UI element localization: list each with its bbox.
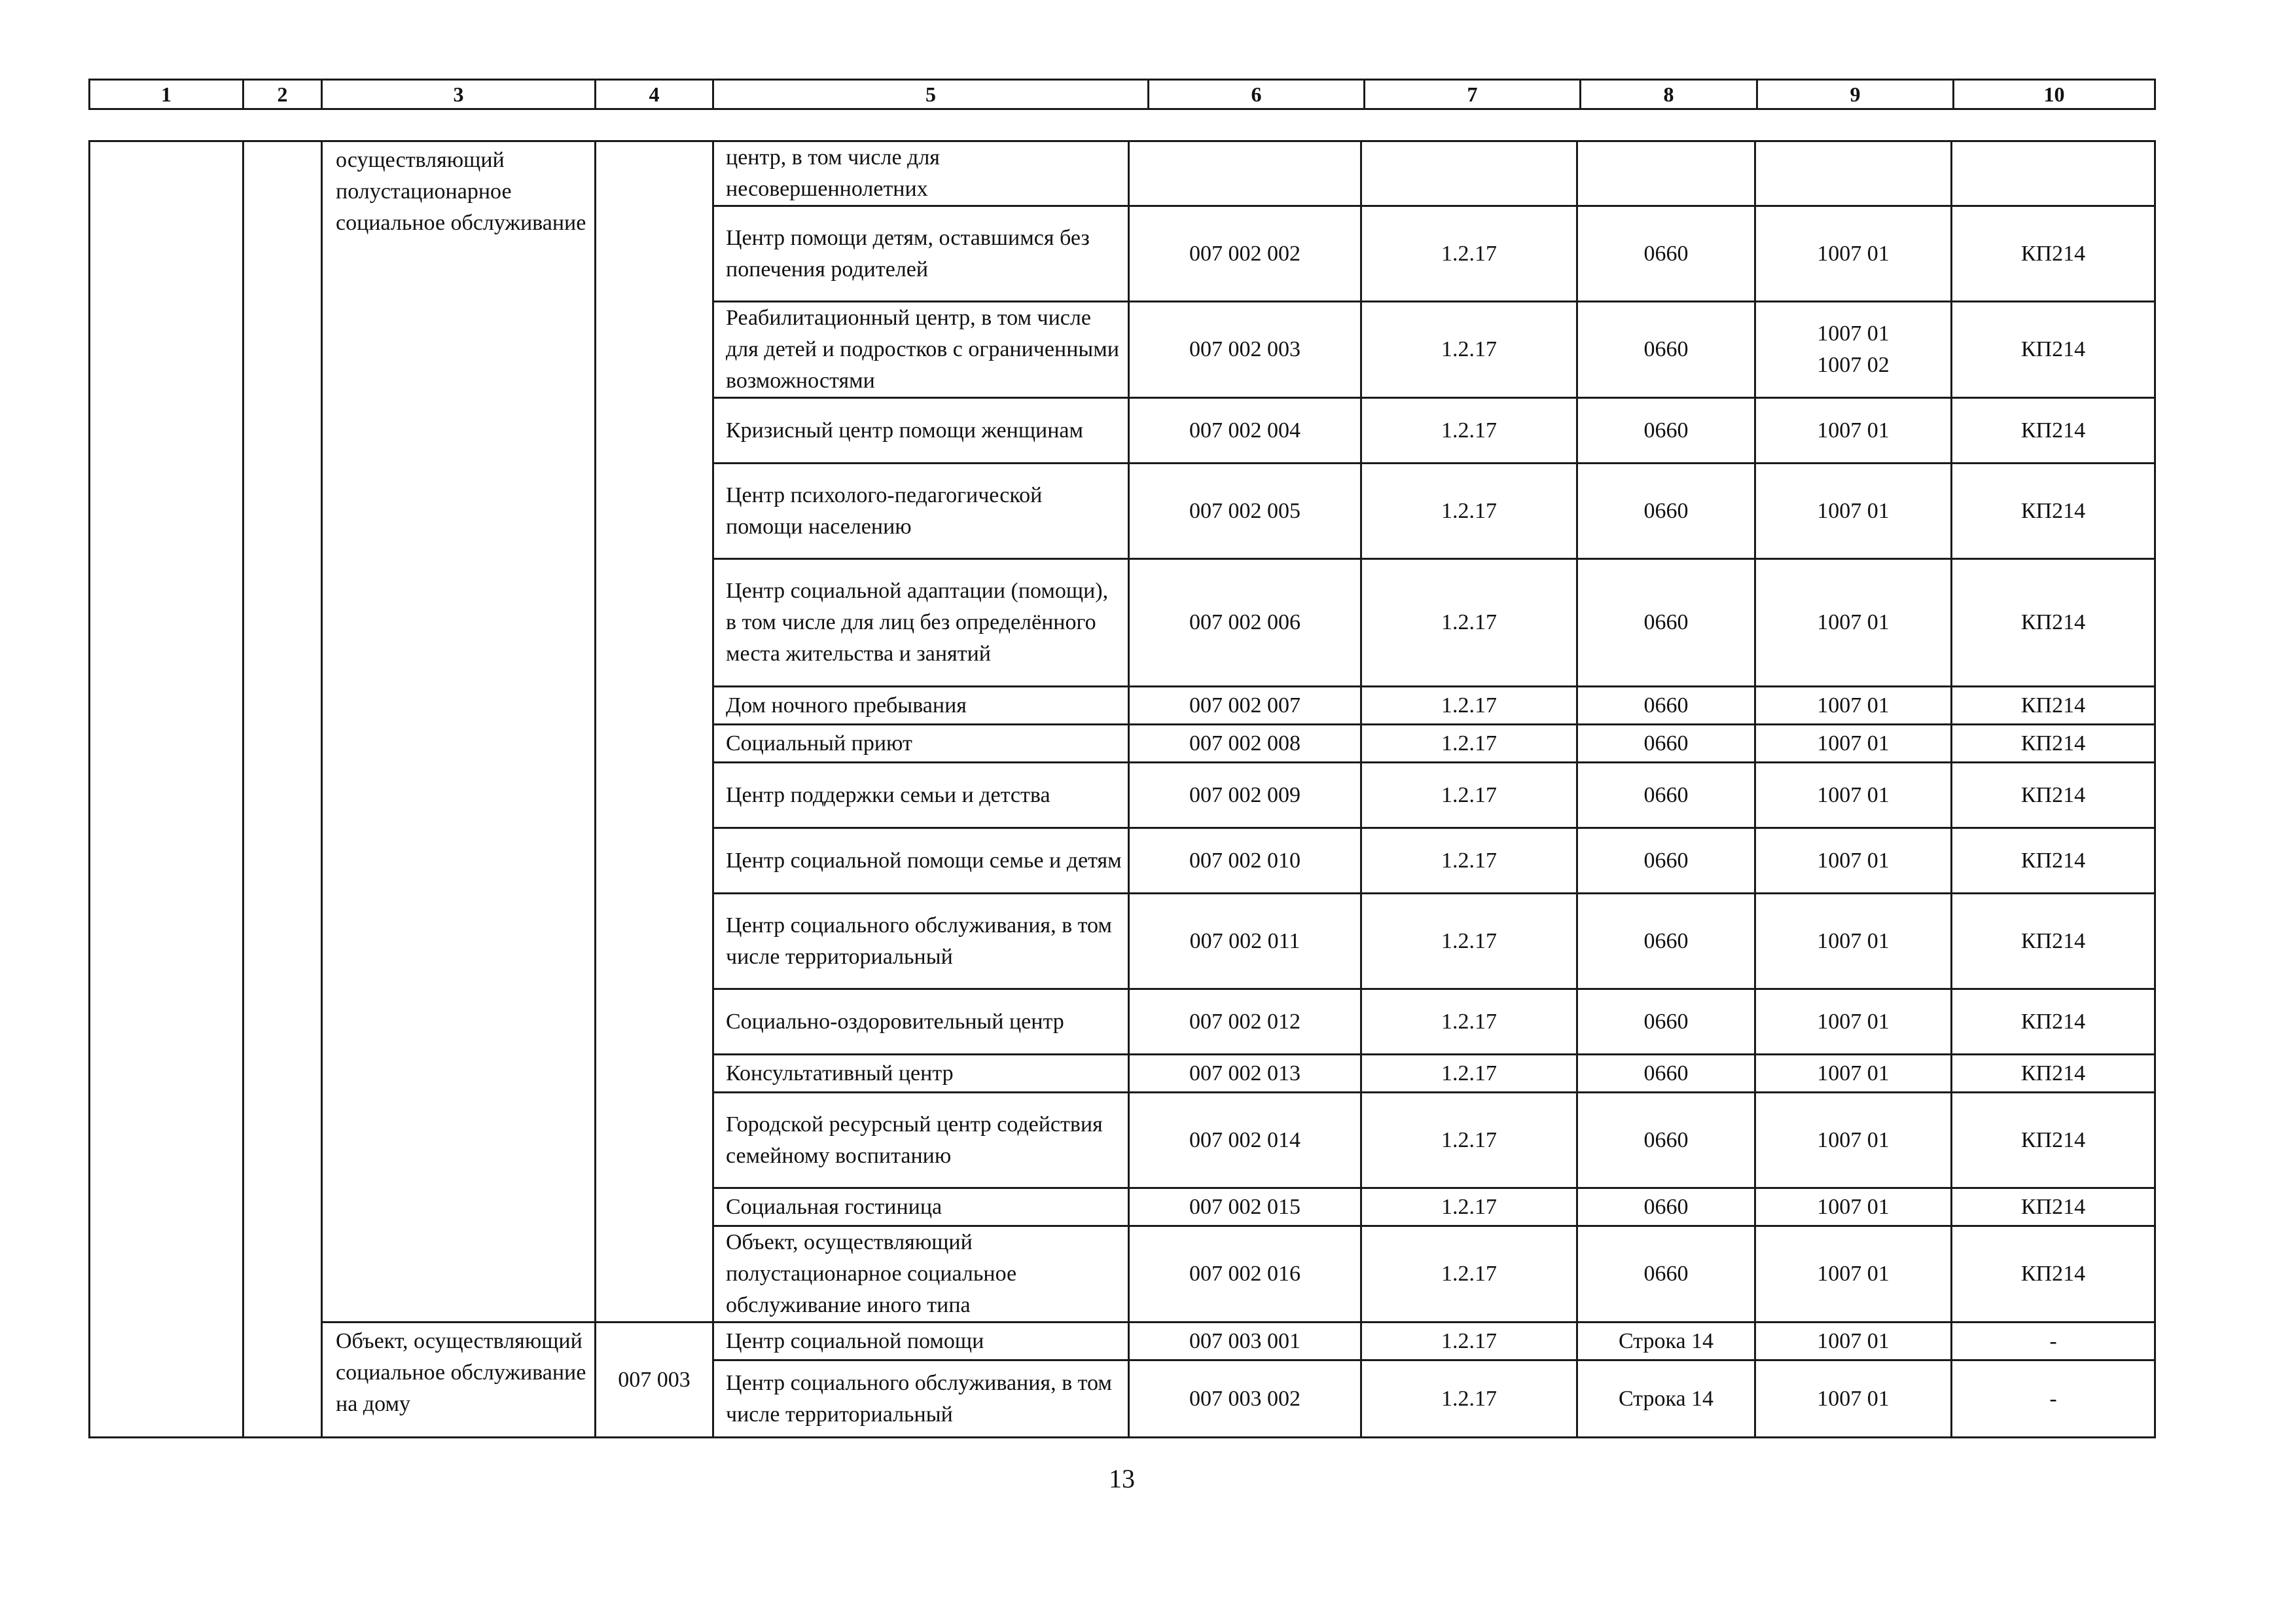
section-cell: 1007 01 — [1755, 1226, 1952, 1322]
section-cell: 1007 01 — [1755, 559, 1952, 687]
code-cell: 007 002 002 — [1129, 206, 1361, 302]
object-type-name: Объект, осуществляющий полустационарное социальное обслуживание иного типа — [713, 1226, 1129, 1322]
okved-cell: 1.2.17 — [1361, 559, 1577, 687]
column-number-6: 6 — [1149, 80, 1365, 109]
kp-cell — [1952, 141, 2155, 206]
column-number-8: 8 — [1581, 80, 1757, 109]
object-type-name: Городской ресурсный центр содействия семейному воспитанию — [713, 1093, 1129, 1188]
object-type-name: Социальная гостиница — [713, 1188, 1129, 1226]
okved-cell: 1.2.17 — [1361, 989, 1577, 1055]
section-cell: 1007 01 — [1755, 206, 1952, 302]
table-row — [90, 1322, 2155, 1360]
section-cell: 1007 01 1007 02 — [1755, 302, 1952, 398]
column-number-9: 9 — [1757, 80, 1954, 109]
okved-cell: 1.2.17 — [1361, 828, 1577, 894]
code-cell: 007 003 002 — [1129, 1360, 1361, 1438]
line-cell: 0660 — [1577, 1093, 1755, 1188]
code-cell: 007 002 016 — [1129, 1226, 1361, 1322]
line-cell: 0660 — [1577, 398, 1755, 464]
kp-cell: - — [1952, 1360, 2155, 1438]
column-2-cell — [243, 141, 322, 1438]
group-code — [596, 141, 713, 1322]
code-cell: 007 002 007 — [1129, 687, 1361, 725]
object-type-name: Социально-оздоровительный центр — [713, 989, 1129, 1055]
kp-cell: КП214 — [1952, 559, 2155, 687]
okved-cell: 1.2.17 — [1361, 206, 1577, 302]
object-type-name: Консультативный центр — [713, 1055, 1129, 1093]
table-row — [90, 141, 2155, 206]
line-cell: 0660 — [1577, 763, 1755, 828]
line-cell: 0660 — [1577, 464, 1755, 559]
column-number-3: 3 — [322, 80, 596, 109]
section-cell: 1007 01 — [1755, 464, 1952, 559]
object-type-name: Дом ночного пребывания — [713, 687, 1129, 725]
code-cell — [1129, 141, 1361, 206]
kp-cell: КП214 — [1952, 464, 2155, 559]
line-cell: 0660 — [1577, 687, 1755, 725]
group-label: Объект, осуществляющий социальное обслуживание на дому — [322, 1322, 596, 1438]
column-number-2: 2 — [243, 80, 322, 109]
column-number-1: 1 — [90, 80, 243, 109]
kp-cell: КП214 — [1952, 894, 2155, 989]
kp-cell: КП214 — [1952, 398, 2155, 464]
section-cell: 1007 01 — [1755, 398, 1952, 464]
object-type-name: Кризисный центр помощи женщинам — [713, 398, 1129, 464]
line-cell: 0660 — [1577, 894, 1755, 989]
section-cell: 1007 01 — [1755, 989, 1952, 1055]
column-number-4: 4 — [596, 80, 713, 109]
kp-cell: КП214 — [1952, 763, 2155, 828]
code-cell: 007 003 001 — [1129, 1322, 1361, 1360]
section-cell: 1007 01 — [1755, 1093, 1952, 1188]
code-cell: 007 002 006 — [1129, 559, 1361, 687]
code-cell: 007 002 012 — [1129, 989, 1361, 1055]
line-cell: 0660 — [1577, 302, 1755, 398]
object-type-name: Центр психолого-педагогической помощи населению — [713, 464, 1129, 559]
column-number-7: 7 — [1365, 80, 1581, 109]
kp-cell: КП214 — [1952, 1188, 2155, 1226]
kp-cell: КП214 — [1952, 302, 2155, 398]
code-cell: 007 002 011 — [1129, 894, 1361, 989]
code-cell: 007 002 009 — [1129, 763, 1361, 828]
kp-cell: КП214 — [1952, 1093, 2155, 1188]
kp-cell: КП214 — [1952, 687, 2155, 725]
object-type-name: Социальный приют — [713, 725, 1129, 763]
okved-cell: 1.2.17 — [1361, 1226, 1577, 1322]
line-cell: 0660 — [1577, 1226, 1755, 1322]
classifier-table — [88, 140, 2156, 1438]
section-cell: 1007 01 — [1755, 687, 1952, 725]
kp-cell: КП214 — [1952, 1226, 2155, 1322]
code-cell: 007 002 008 — [1129, 725, 1361, 763]
object-type-name: Реабилитационный центр, в том числе для детей и подростков с ограниченными возможностями — [713, 302, 1129, 398]
line-cell: 0660 — [1577, 828, 1755, 894]
okved-cell: 1.2.17 — [1361, 763, 1577, 828]
code-cell: 007 002 003 — [1129, 302, 1361, 398]
okved-cell: 1.2.17 — [1361, 1360, 1577, 1438]
line-cell: 0660 — [1577, 725, 1755, 763]
okved-cell: 1.2.17 — [1361, 1188, 1577, 1226]
column-number-10: 10 — [1954, 80, 2155, 109]
section-cell: 1007 01 — [1755, 763, 1952, 828]
section-cell: 1007 01 — [1755, 1055, 1952, 1093]
object-type-name: Центр социальной адаптации (помощи), в том числе для лиц без определённого места жительства и занятий — [713, 559, 1129, 687]
code-cell: 007 002 005 — [1129, 464, 1361, 559]
okved-cell: 1.2.17 — [1361, 687, 1577, 725]
code-cell: 007 002 010 — [1129, 828, 1361, 894]
section-cell: 1007 01 — [1755, 894, 1952, 989]
section-cell: 1007 01 — [1755, 828, 1952, 894]
okved-cell: 1.2.17 — [1361, 725, 1577, 763]
object-type-name: центр, в том числе для несовершеннолетних — [713, 141, 1129, 206]
code-cell: 007 002 013 — [1129, 1055, 1361, 1093]
object-type-name: Центр социальной помощи семье и детям — [713, 828, 1129, 894]
okved-cell: 1.2.17 — [1361, 894, 1577, 989]
code-cell: 007 002 004 — [1129, 398, 1361, 464]
section-cell — [1755, 141, 1952, 206]
okved-cell: 1.2.17 — [1361, 1322, 1577, 1360]
kp-cell: КП214 — [1952, 206, 2155, 302]
header-row — [90, 80, 2155, 109]
kp-cell: КП214 — [1952, 828, 2155, 894]
kp-cell: - — [1952, 1322, 2155, 1360]
okved-cell — [1361, 141, 1577, 206]
line-cell: 0660 — [1577, 1188, 1755, 1226]
section-cell: 1007 01 — [1755, 1360, 1952, 1438]
page-number: 13 — [1109, 1464, 1135, 1493]
line-cell: 0660 — [1577, 559, 1755, 687]
kp-cell: КП214 — [1952, 725, 2155, 763]
line-cell — [1577, 141, 1755, 206]
section-cell: 1007 01 — [1755, 1322, 1952, 1360]
kp-cell: КП214 — [1952, 1055, 2155, 1093]
kp-cell: КП214 — [1952, 989, 2155, 1055]
line-cell: Строка 14 — [1577, 1322, 1755, 1360]
okved-cell: 1.2.17 — [1361, 302, 1577, 398]
object-type-name: Центр социальной помощи — [713, 1322, 1129, 1360]
object-type-name: Центр социального обслуживания, в том числе территориальный — [713, 894, 1129, 989]
section-cell: 1007 01 — [1755, 725, 1952, 763]
okved-cell: 1.2.17 — [1361, 1055, 1577, 1093]
line-cell: Строка 14 — [1577, 1360, 1755, 1438]
group-label: осуществляющий полустационарное социальное обслуживание — [322, 141, 596, 1322]
code-cell: 007 002 015 — [1129, 1188, 1361, 1226]
okved-cell: 1.2.17 — [1361, 398, 1577, 464]
object-type-name: Центр социального обслуживания, в том числе территориальный — [713, 1360, 1129, 1438]
code-cell: 007 002 014 — [1129, 1093, 1361, 1188]
group-code: 007 003 — [596, 1322, 713, 1438]
column-number-5: 5 — [713, 80, 1149, 109]
okved-cell: 1.2.17 — [1361, 464, 1577, 559]
object-type-name: Центр поддержки семьи и детства — [713, 763, 1129, 828]
okved-cell: 1.2.17 — [1361, 1093, 1577, 1188]
column-number-header — [88, 79, 2156, 110]
column-1-cell — [90, 141, 243, 1438]
line-cell: 0660 — [1577, 989, 1755, 1055]
section-cell: 1007 01 — [1755, 1188, 1952, 1226]
line-cell: 0660 — [1577, 206, 1755, 302]
object-type-name: Центр помощи детям, оставшимся без попечения родителей — [713, 206, 1129, 302]
line-cell: 0660 — [1577, 1055, 1755, 1093]
